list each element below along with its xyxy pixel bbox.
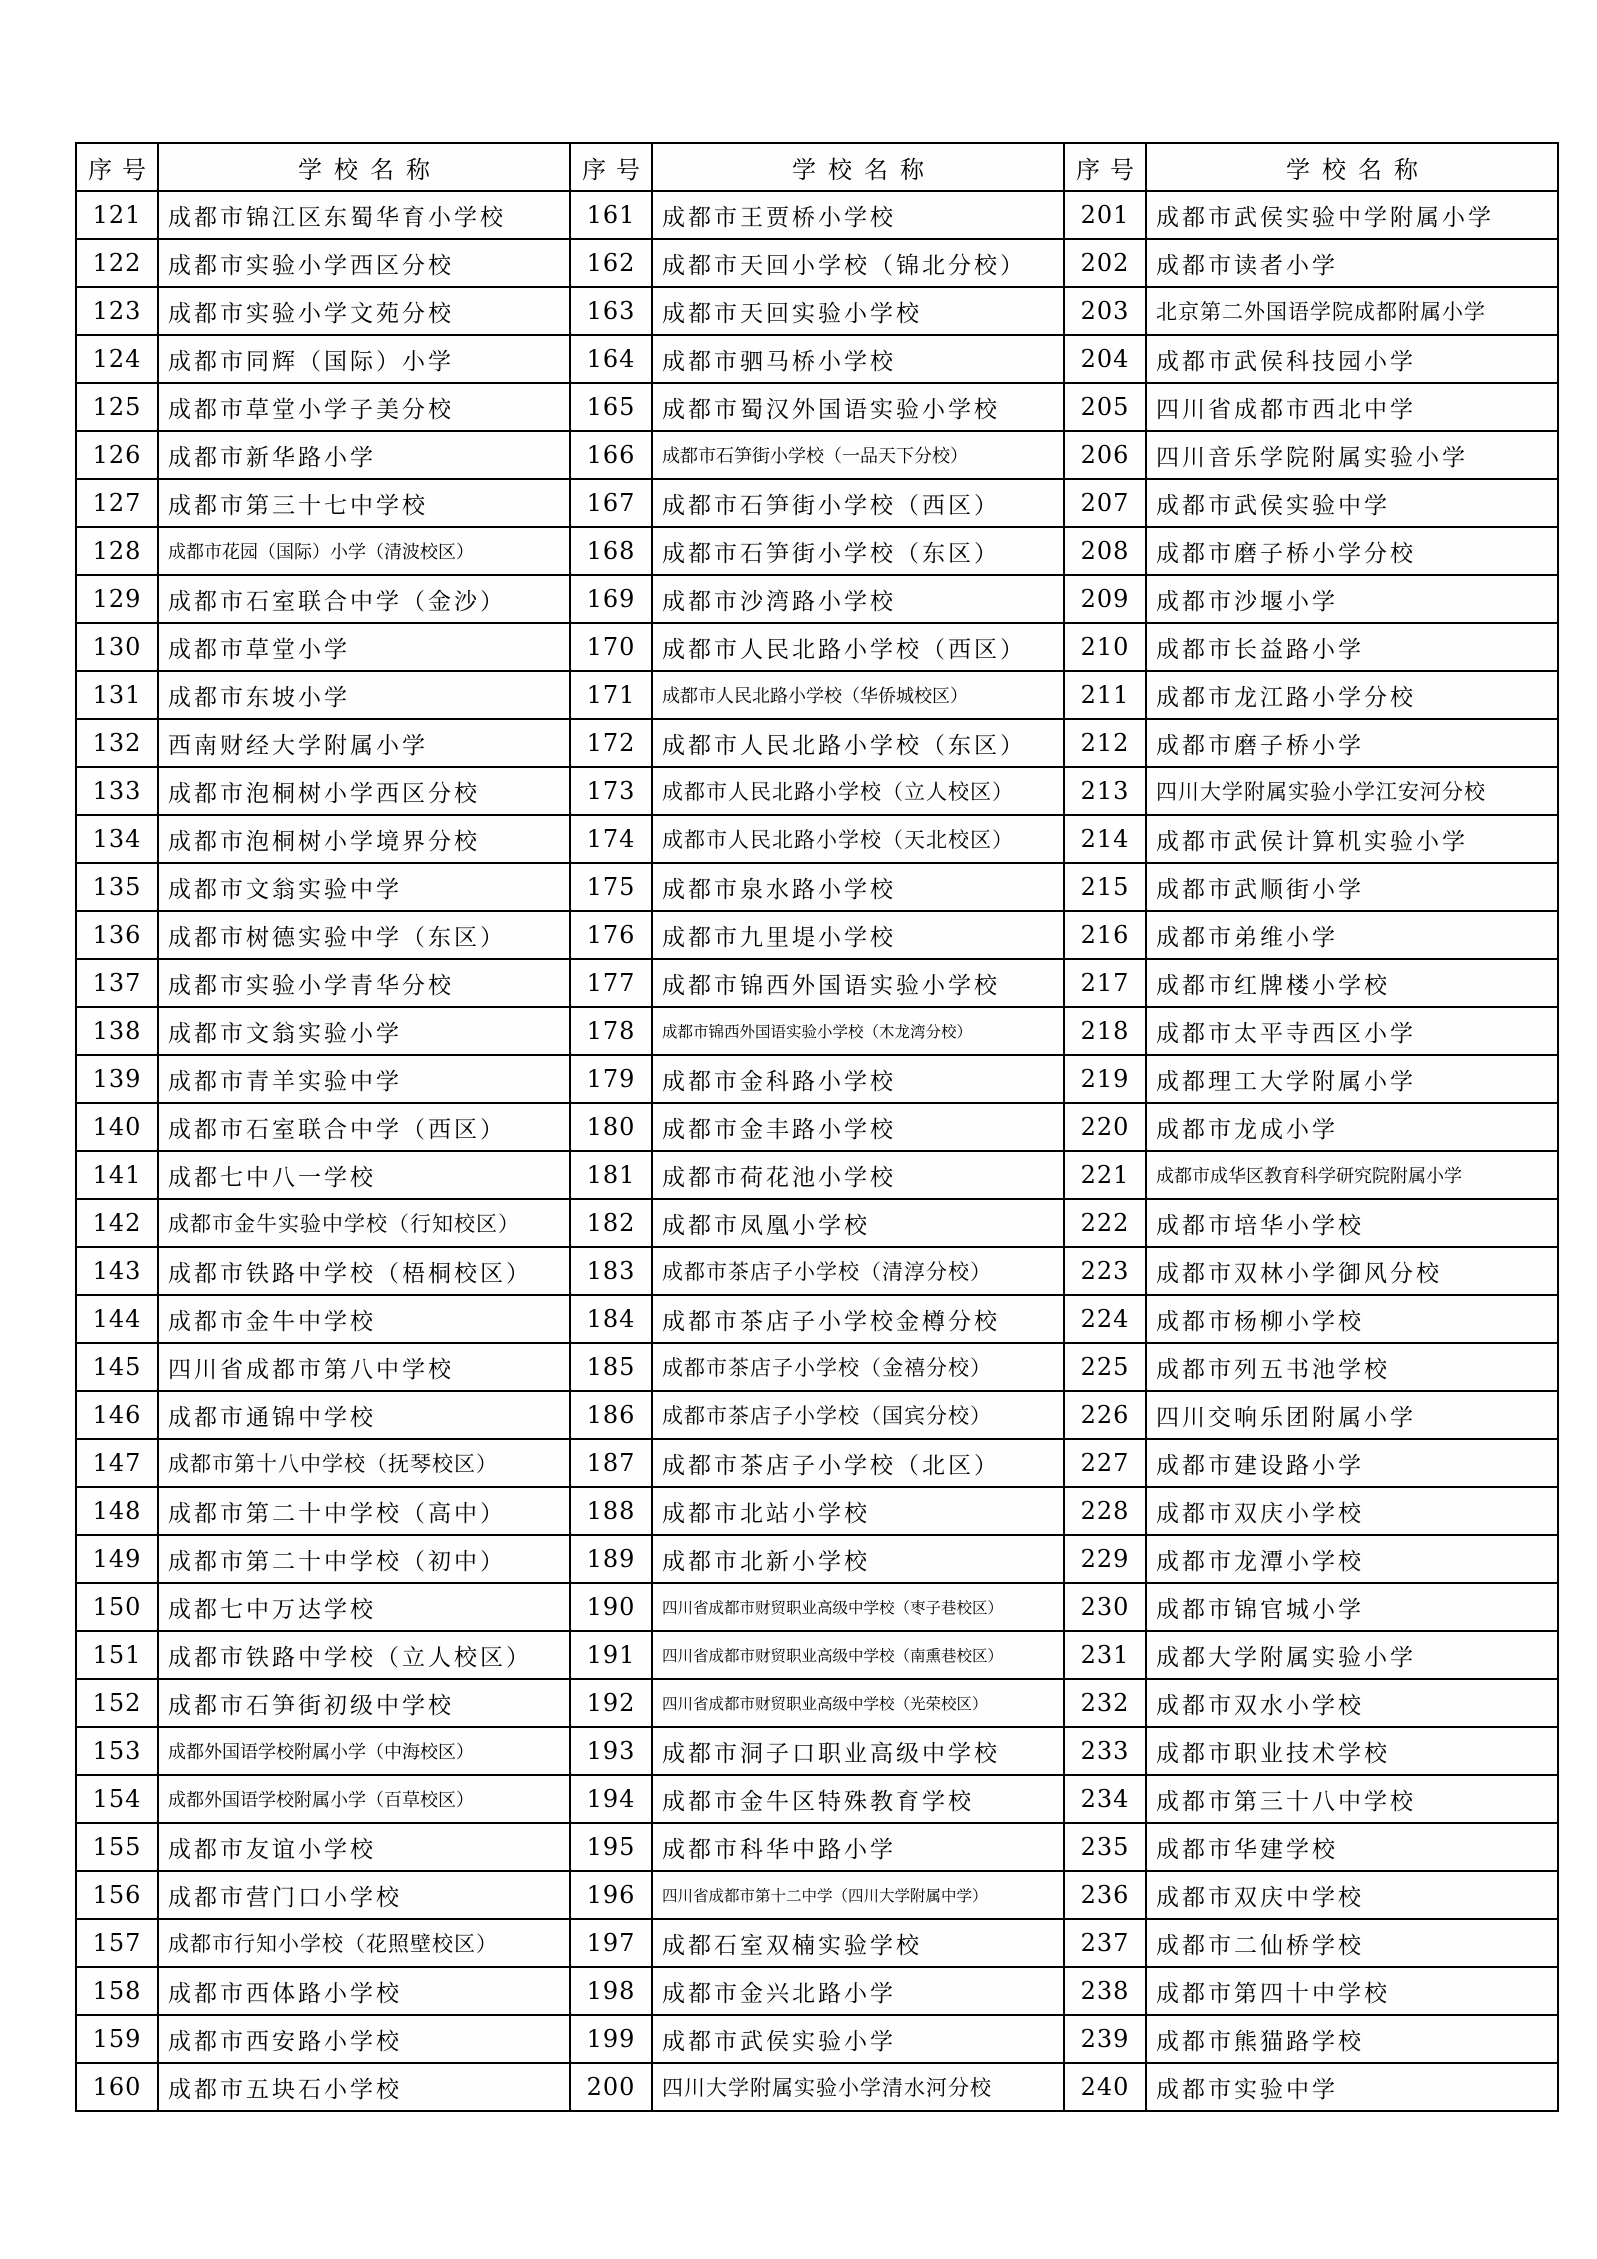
school-name-cell: 成都市武顺街小学 (1146, 863, 1558, 911)
school-name-cell: 成都市武侯实验中学附属小学 (1146, 191, 1558, 239)
school-name-cell: 成都市红牌楼小学校 (1146, 959, 1558, 1007)
index-cell: 195 (570, 1823, 652, 1871)
table-row (76, 1103, 1558, 1151)
index-cell: 232 (1064, 1679, 1146, 1727)
table-row (76, 1679, 1558, 1727)
school-name-cell: 成都市北新小学校 (652, 1535, 1064, 1583)
index-cell: 136 (76, 911, 158, 959)
school-name-cell: 成都市洞子口职业高级中学校 (652, 1727, 1064, 1775)
index-cell: 228 (1064, 1487, 1146, 1535)
index-cell: 238 (1064, 1967, 1146, 2015)
index-header: 序号 (76, 143, 158, 191)
school-name-cell: 成都市龙潭小学校 (1146, 1535, 1558, 1583)
table-row (76, 1823, 1558, 1871)
school-name-cell: 成都市锦官城小学 (1146, 1583, 1558, 1631)
index-cell: 129 (76, 575, 158, 623)
school-name-cell: 成都理工大学附属小学 (1146, 1055, 1558, 1103)
index-cell: 143 (76, 1247, 158, 1295)
school-name-cell: 成都市茶店子小学校金樽分校 (652, 1295, 1064, 1343)
index-header: 序号 (570, 143, 652, 191)
index-cell: 141 (76, 1151, 158, 1199)
index-cell: 163 (570, 287, 652, 335)
table-row (76, 1631, 1558, 1679)
school-name-cell: 成都市龙江路小学分校 (1146, 671, 1558, 719)
school-name-cell: 四川省成都市西北中学 (1146, 383, 1558, 431)
school-name-cell: 成都市第二十中学校（高中） (158, 1487, 570, 1535)
index-cell: 186 (570, 1391, 652, 1439)
school-name-cell: 成都市泡桐树小学西区分校 (158, 767, 570, 815)
index-cell: 167 (570, 479, 652, 527)
school-name-cell: 成都市第三十八中学校 (1146, 1775, 1558, 1823)
index-cell: 235 (1064, 1823, 1146, 1871)
school-name-cell: 成都市锦西外国语实验小学校 (652, 959, 1064, 1007)
school-name-cell: 成都市实验中学 (1146, 2063, 1558, 2111)
index-cell: 138 (76, 1007, 158, 1055)
table-row (76, 2063, 1558, 2111)
index-cell: 213 (1064, 767, 1146, 815)
school-name-cell: 成都市荷花池小学校 (652, 1151, 1064, 1199)
school-name-cell: 成都市驷马桥小学校 (652, 335, 1064, 383)
school-name-cell: 成都市实验小学青华分校 (158, 959, 570, 1007)
index-cell: 178 (570, 1007, 652, 1055)
school-name-cell: 成都石室双楠实验学校 (652, 1919, 1064, 1967)
index-cell: 203 (1064, 287, 1146, 335)
index-cell: 157 (76, 1919, 158, 1967)
index-cell: 187 (570, 1439, 652, 1487)
index-cell: 164 (570, 335, 652, 383)
index-cell: 158 (76, 1967, 158, 2015)
index-cell: 201 (1064, 191, 1146, 239)
index-cell: 219 (1064, 1055, 1146, 1103)
school-name-cell: 成都市树德实验中学（东区） (158, 911, 570, 959)
index-cell: 151 (76, 1631, 158, 1679)
index-cell: 156 (76, 1871, 158, 1919)
school-name-cell: 成都市花园（国际）小学（清波校区） (158, 527, 570, 575)
index-cell: 181 (570, 1151, 652, 1199)
school-name-cell: 四川大学附属实验小学江安河分校 (1146, 767, 1558, 815)
index-cell: 216 (1064, 911, 1146, 959)
school-name-header: 学校名称 (652, 143, 1064, 191)
header-row (76, 143, 1558, 191)
school-name-cell: 成都市茶店子小学校（清淳分校） (652, 1247, 1064, 1295)
index-cell: 220 (1064, 1103, 1146, 1151)
school-name-cell: 成都市锦江区东蜀华育小学校 (158, 191, 570, 239)
index-cell: 132 (76, 719, 158, 767)
school-name-cell: 成都市杨柳小学校 (1146, 1295, 1558, 1343)
table-row (76, 1247, 1558, 1295)
school-name-cell: 成都市人民北路小学校（天北校区） (652, 815, 1064, 863)
school-name-cell: 成都市文翁实验小学 (158, 1007, 570, 1055)
school-name-cell: 成都市弟维小学 (1146, 911, 1558, 959)
index-cell: 206 (1064, 431, 1146, 479)
index-cell: 205 (1064, 383, 1146, 431)
school-name-cell: 成都市青羊实验中学 (158, 1055, 570, 1103)
school-name-cell: 四川省成都市第十二中学（四川大学附属中学） (652, 1871, 1064, 1919)
index-cell: 146 (76, 1391, 158, 1439)
index-cell: 229 (1064, 1535, 1146, 1583)
index-cell: 173 (570, 767, 652, 815)
school-name-cell: 成都市天回小学校（锦北分校） (652, 239, 1064, 287)
index-cell: 196 (570, 1871, 652, 1919)
school-name-cell: 成都市双林小学御风分校 (1146, 1247, 1558, 1295)
index-cell: 200 (570, 2063, 652, 2111)
school-name-cell: 成都市天回实验小学校 (652, 287, 1064, 335)
school-name-cell: 成都市九里堤小学校 (652, 911, 1064, 959)
school-name-cell: 成都市五块石小学校 (158, 2063, 570, 2111)
school-name-cell: 成都市熊猫路学校 (1146, 2015, 1558, 2063)
table-row (76, 527, 1558, 575)
index-cell: 185 (570, 1343, 652, 1391)
school-name-cell: 成都市太平寺西区小学 (1146, 1007, 1558, 1055)
index-cell: 174 (570, 815, 652, 863)
school-name-cell: 四川音乐学院附属实验小学 (1146, 431, 1558, 479)
school-name-cell: 成都市双庆小学校 (1146, 1487, 1558, 1535)
table-row (76, 287, 1558, 335)
index-cell: 179 (570, 1055, 652, 1103)
school-name-cell: 成都市同辉（国际）小学 (158, 335, 570, 383)
school-name-cell: 成都市科华中路小学 (652, 1823, 1064, 1871)
index-cell: 144 (76, 1295, 158, 1343)
school-name-cell: 成都市文翁实验中学 (158, 863, 570, 911)
index-cell: 177 (570, 959, 652, 1007)
index-cell: 211 (1064, 671, 1146, 719)
index-cell: 197 (570, 1919, 652, 1967)
table-row (76, 479, 1558, 527)
school-name-cell: 成都市实验小学文苑分校 (158, 287, 570, 335)
index-cell: 122 (76, 239, 158, 287)
index-cell: 189 (570, 1535, 652, 1583)
table-row (76, 1391, 1558, 1439)
school-name-cell: 成都市沙湾路小学校 (652, 575, 1064, 623)
index-cell: 126 (76, 431, 158, 479)
school-name-cell: 成都市金科路小学校 (652, 1055, 1064, 1103)
school-name-cell: 成都市石笋街小学校（东区） (652, 527, 1064, 575)
table-row (76, 1871, 1558, 1919)
index-cell: 148 (76, 1487, 158, 1535)
index-cell: 150 (76, 1583, 158, 1631)
school-name-cell: 成都市锦西外国语实验小学校（木龙湾分校） (652, 1007, 1064, 1055)
index-cell: 165 (570, 383, 652, 431)
index-cell: 149 (76, 1535, 158, 1583)
school-name-cell: 成都市磨子桥小学分校 (1146, 527, 1558, 575)
school-name-cell: 成都市蜀汉外国语实验小学校 (652, 383, 1064, 431)
table-row (76, 1775, 1558, 1823)
index-cell: 176 (570, 911, 652, 959)
index-cell: 192 (570, 1679, 652, 1727)
table-row (76, 335, 1558, 383)
school-name-cell: 成都市通锦中学校 (158, 1391, 570, 1439)
index-cell: 171 (570, 671, 652, 719)
school-name-cell: 北京第二外国语学院成都附属小学 (1146, 287, 1558, 335)
school-name-cell: 成都市人民北路小学校（东区） (652, 719, 1064, 767)
index-cell: 152 (76, 1679, 158, 1727)
index-cell: 131 (76, 671, 158, 719)
school-name-cell: 成都市石笋街小学校（一品天下分校） (652, 431, 1064, 479)
school-name-cell: 成都市沙堰小学 (1146, 575, 1558, 623)
index-cell: 208 (1064, 527, 1146, 575)
school-name-cell: 四川省成都市财贸职业高级中学校（光荣校区） (652, 1679, 1064, 1727)
index-cell: 188 (570, 1487, 652, 1535)
table-row (76, 863, 1558, 911)
table-row (76, 1295, 1558, 1343)
index-cell: 133 (76, 767, 158, 815)
school-name-cell: 成都市建设路小学 (1146, 1439, 1558, 1487)
school-name-cell: 成都市华建学校 (1146, 1823, 1558, 1871)
index-cell: 169 (570, 575, 652, 623)
school-name-cell: 成都市人民北路小学校（西区） (652, 623, 1064, 671)
school-name-cell: 成都市人民北路小学校（立人校区） (652, 767, 1064, 815)
table-row (76, 191, 1558, 239)
school-name-cell: 成都市金牛实验中学校（行知校区） (158, 1199, 570, 1247)
index-cell: 155 (76, 1823, 158, 1871)
school-name-cell: 成都市石笋街小学校（西区） (652, 479, 1064, 527)
table-row (76, 1439, 1558, 1487)
index-cell: 194 (570, 1775, 652, 1823)
school-name-cell: 成都市茶店子小学校（北区） (652, 1439, 1064, 1487)
school-name-cell: 四川交响乐团附属小学 (1146, 1391, 1558, 1439)
school-name-cell: 成都市行知小学校（花照壁校区） (158, 1919, 570, 1967)
school-name-cell: 成都市第三十七中学校 (158, 479, 570, 527)
school-name-cell: 成都市铁路中学校（立人校区） (158, 1631, 570, 1679)
school-name-cell: 成都市草堂小学子美分校 (158, 383, 570, 431)
index-cell: 172 (570, 719, 652, 767)
school-name-cell: 成都市双庆中学校 (1146, 1871, 1558, 1919)
table-row (76, 575, 1558, 623)
index-cell: 154 (76, 1775, 158, 1823)
school-name-cell: 成都七中八一学校 (158, 1151, 570, 1199)
table-row (76, 959, 1558, 1007)
school-name-cell: 成都市磨子桥小学 (1146, 719, 1558, 767)
index-cell: 236 (1064, 1871, 1146, 1919)
table-row (76, 719, 1558, 767)
table-row (76, 1343, 1558, 1391)
index-cell: 217 (1064, 959, 1146, 1007)
index-cell: 127 (76, 479, 158, 527)
index-cell: 198 (570, 1967, 652, 2015)
index-cell: 142 (76, 1199, 158, 1247)
school-name-cell: 成都市武侯实验小学 (652, 2015, 1064, 2063)
index-cell: 199 (570, 2015, 652, 2063)
school-name-cell: 成都市金兴北路小学 (652, 1967, 1064, 2015)
index-cell: 125 (76, 383, 158, 431)
index-cell: 145 (76, 1343, 158, 1391)
school-name-cell: 成都市读者小学 (1146, 239, 1558, 287)
index-cell: 130 (76, 623, 158, 671)
index-cell: 160 (76, 2063, 158, 2111)
school-name-cell: 成都市王贾桥小学校 (652, 191, 1064, 239)
index-cell: 137 (76, 959, 158, 1007)
school-name-cell: 成都市成华区教育科学研究院附属小学 (1146, 1151, 1558, 1199)
school-name-cell: 成都市龙成小学 (1146, 1103, 1558, 1151)
table-row (76, 1007, 1558, 1055)
school-name-cell: 成都市西安路小学校 (158, 2015, 570, 2063)
index-cell: 227 (1064, 1439, 1146, 1487)
index-cell: 233 (1064, 1727, 1146, 1775)
index-cell: 202 (1064, 239, 1146, 287)
school-name-cell: 成都市列五书池学校 (1146, 1343, 1558, 1391)
table-row (76, 623, 1558, 671)
index-cell: 210 (1064, 623, 1146, 671)
school-name-cell: 成都市第四十中学校 (1146, 1967, 1558, 2015)
table-row (76, 1919, 1558, 1967)
school-name-cell: 成都市石笋街初级中学校 (158, 1679, 570, 1727)
school-name-cell: 成都市金牛中学校 (158, 1295, 570, 1343)
index-cell: 170 (570, 623, 652, 671)
school-name-cell: 成都市石室联合中学（西区） (158, 1103, 570, 1151)
school-table-body (76, 191, 1558, 2111)
table-row (76, 815, 1558, 863)
index-cell: 183 (570, 1247, 652, 1295)
index-cell: 166 (570, 431, 652, 479)
index-cell: 226 (1064, 1391, 1146, 1439)
school-name-cell: 四川省成都市第八中学校 (158, 1343, 570, 1391)
school-table (75, 142, 1559, 2112)
school-name-cell: 成都市茶店子小学校（金禧分校） (652, 1343, 1064, 1391)
school-name-cell: 成都市人民北路小学校（华侨城校区） (652, 671, 1064, 719)
index-cell: 139 (76, 1055, 158, 1103)
school-name-cell: 成都市东坡小学 (158, 671, 570, 719)
index-cell: 230 (1064, 1583, 1146, 1631)
school-name-cell: 成都市第二十中学校（初中） (158, 1535, 570, 1583)
table-row (76, 671, 1558, 719)
index-cell: 221 (1064, 1151, 1146, 1199)
index-cell: 204 (1064, 335, 1146, 383)
school-name-cell: 成都大学附属实验小学 (1146, 1631, 1558, 1679)
index-cell: 147 (76, 1439, 158, 1487)
table-row (76, 767, 1558, 815)
index-header: 序号 (1064, 143, 1146, 191)
index-cell: 222 (1064, 1199, 1146, 1247)
school-name-cell: 成都市第十八中学校（抚琴校区） (158, 1439, 570, 1487)
school-name-cell: 成都市营门口小学校 (158, 1871, 570, 1919)
school-name-cell: 成都市职业技术学校 (1146, 1727, 1558, 1775)
table-row (76, 383, 1558, 431)
school-name-cell: 成都市草堂小学 (158, 623, 570, 671)
school-name-cell: 成都外国语学校附属小学（中海校区） (158, 1727, 570, 1775)
table-row (76, 1535, 1558, 1583)
table-row (76, 2015, 1558, 2063)
index-cell: 121 (76, 191, 158, 239)
school-name-cell: 成都市西体路小学校 (158, 1967, 570, 2015)
index-cell: 214 (1064, 815, 1146, 863)
index-cell: 134 (76, 815, 158, 863)
school-name-cell: 成都市武侯科技园小学 (1146, 335, 1558, 383)
school-name-cell: 成都市茶店子小学校（国宾分校） (652, 1391, 1064, 1439)
index-cell: 212 (1064, 719, 1146, 767)
index-cell: 225 (1064, 1343, 1146, 1391)
school-name-cell: 成都市铁路中学校（梧桐校区） (158, 1247, 570, 1295)
school-name-cell: 西南财经大学附属小学 (158, 719, 570, 767)
index-cell: 207 (1064, 479, 1146, 527)
school-name-cell: 成都外国语学校附属小学（百草校区） (158, 1775, 570, 1823)
index-cell: 175 (570, 863, 652, 911)
table-row (76, 239, 1558, 287)
index-cell: 209 (1064, 575, 1146, 623)
index-cell: 234 (1064, 1775, 1146, 1823)
school-name-cell: 成都市武侯实验中学 (1146, 479, 1558, 527)
index-cell: 218 (1064, 1007, 1146, 1055)
school-name-cell: 四川省成都市财贸职业高级中学校（枣子巷校区） (652, 1583, 1064, 1631)
school-name-cell: 成都市友谊小学校 (158, 1823, 570, 1871)
school-name-cell: 成都市长益路小学 (1146, 623, 1558, 671)
school-name-cell: 成都市二仙桥学校 (1146, 1919, 1558, 1967)
school-name-header: 学校名称 (158, 143, 570, 191)
school-name-cell: 成都市实验小学西区分校 (158, 239, 570, 287)
table-row (76, 431, 1558, 479)
table-row (76, 1199, 1558, 1247)
school-name-cell: 成都市泡桐树小学境界分校 (158, 815, 570, 863)
school-table-header (76, 143, 1558, 191)
index-cell: 224 (1064, 1295, 1146, 1343)
table-row (76, 1487, 1558, 1535)
index-cell: 184 (570, 1295, 652, 1343)
table-row (76, 1727, 1558, 1775)
index-cell: 191 (570, 1631, 652, 1679)
index-cell: 153 (76, 1727, 158, 1775)
index-cell: 182 (570, 1199, 652, 1247)
index-cell: 128 (76, 527, 158, 575)
table-row (76, 911, 1558, 959)
school-name-cell: 成都市新华路小学 (158, 431, 570, 479)
school-name-cell: 成都市北站小学校 (652, 1487, 1064, 1535)
index-cell: 239 (1064, 2015, 1146, 2063)
index-cell: 223 (1064, 1247, 1146, 1295)
school-name-cell: 成都市武侯计算机实验小学 (1146, 815, 1558, 863)
index-cell: 124 (76, 335, 158, 383)
table-row (76, 1967, 1558, 2015)
table-row (76, 1151, 1558, 1199)
table-row (76, 1583, 1558, 1631)
index-cell: 159 (76, 2015, 158, 2063)
index-cell: 190 (570, 1583, 652, 1631)
index-cell: 193 (570, 1727, 652, 1775)
school-name-cell: 成都市双水小学校 (1146, 1679, 1558, 1727)
school-name-cell: 成都市金丰路小学校 (652, 1103, 1064, 1151)
index-cell: 123 (76, 287, 158, 335)
school-name-header: 学校名称 (1146, 143, 1558, 191)
school-name-cell: 四川省成都市财贸职业高级中学校（南熏巷校区） (652, 1631, 1064, 1679)
index-cell: 240 (1064, 2063, 1146, 2111)
index-cell: 140 (76, 1103, 158, 1151)
index-cell: 180 (570, 1103, 652, 1151)
index-cell: 135 (76, 863, 158, 911)
index-cell: 161 (570, 191, 652, 239)
school-name-cell: 成都市凤凰小学校 (652, 1199, 1064, 1247)
school-name-cell: 四川大学附属实验小学清水河分校 (652, 2063, 1064, 2111)
index-cell: 162 (570, 239, 652, 287)
index-cell: 168 (570, 527, 652, 575)
school-name-cell: 成都市培华小学校 (1146, 1199, 1558, 1247)
school-name-cell: 成都市石室联合中学（金沙） (158, 575, 570, 623)
index-cell: 231 (1064, 1631, 1146, 1679)
index-cell: 237 (1064, 1919, 1146, 1967)
school-name-cell: 成都七中万达学校 (158, 1583, 570, 1631)
index-cell: 215 (1064, 863, 1146, 911)
table-row (76, 1055, 1558, 1103)
school-name-cell: 成都市金牛区特殊教育学校 (652, 1775, 1064, 1823)
school-name-cell: 成都市泉水路小学校 (652, 863, 1064, 911)
